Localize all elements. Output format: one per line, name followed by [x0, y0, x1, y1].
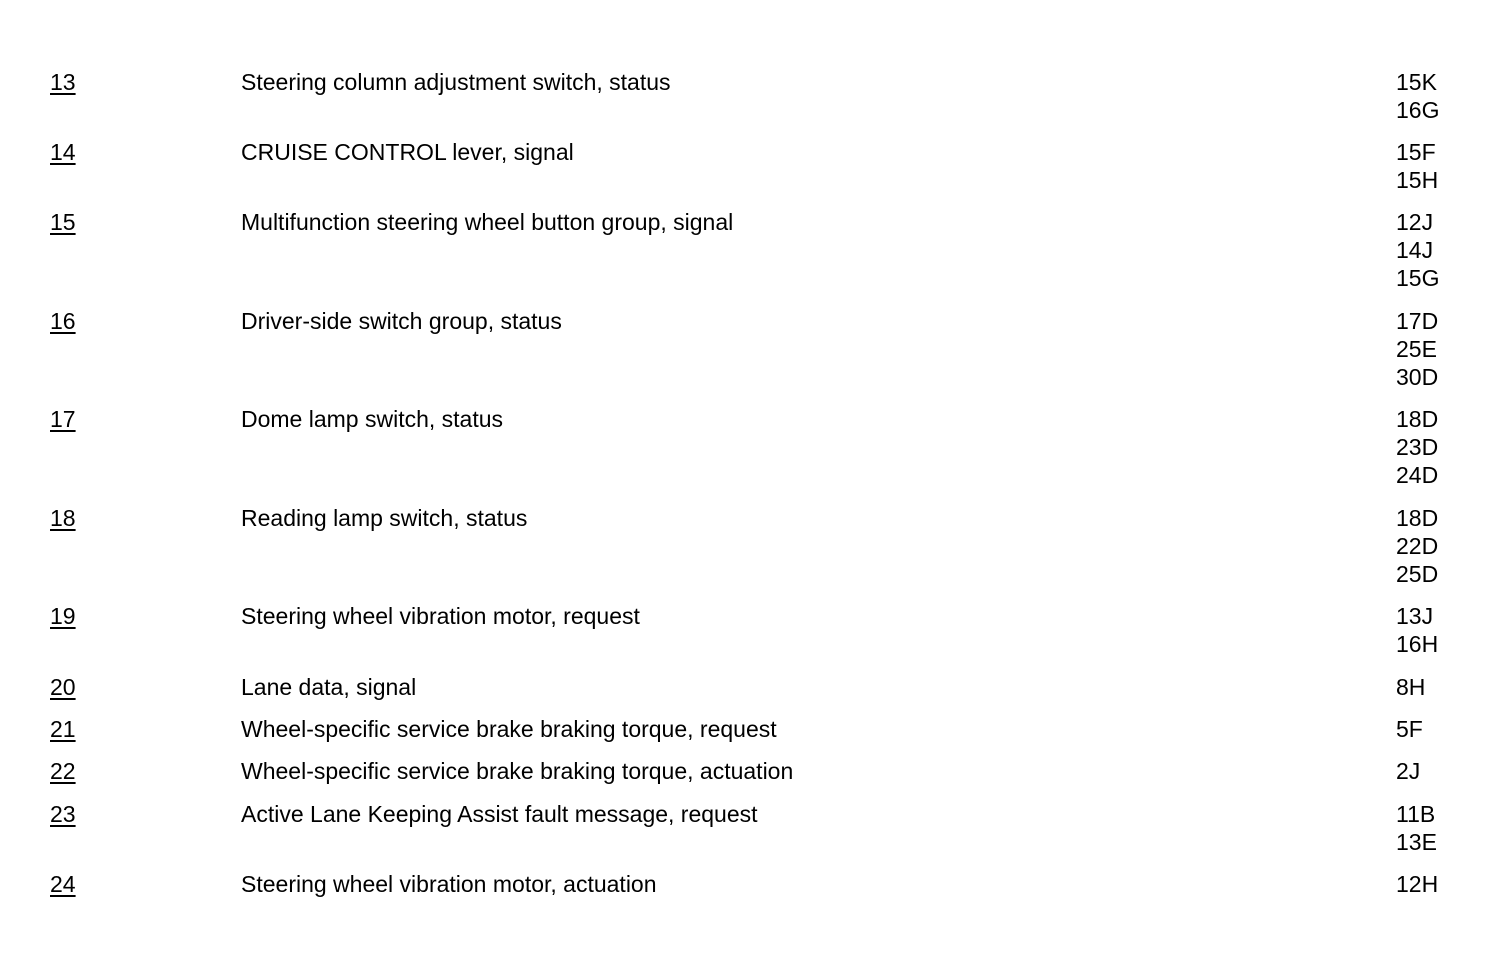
- grid-reference: 15G: [1396, 265, 1440, 291]
- grid-references: [1396, 602, 1438, 658]
- item-number-link[interactable]: 16: [50, 308, 76, 334]
- grid-references: [1396, 800, 1437, 856]
- grid-reference: 22D: [1396, 533, 1439, 559]
- item-number-link[interactable]: 13: [50, 69, 76, 95]
- grid-reference: 18D: [1396, 505, 1439, 531]
- item-description: Steering column adjustment switch, status: [241, 69, 671, 95]
- item-number-link[interactable]: 19: [50, 603, 76, 629]
- grid-references: [1396, 307, 1438, 391]
- item-description: Steering wheel vibration motor, actuation: [241, 871, 657, 897]
- item-number-link[interactable]: 15: [50, 209, 76, 235]
- grid-reference: 14J: [1396, 237, 1434, 263]
- item-number-link[interactable]: 17: [50, 406, 76, 432]
- item-description: Dome lamp switch, status: [241, 406, 504, 432]
- item-number-link[interactable]: 18: [50, 505, 76, 531]
- legend-row: [0, 405, 1504, 504]
- grid-reference: 8H: [1396, 674, 1426, 700]
- legend-row: [0, 870, 1504, 912]
- grid-reference: 13J: [1396, 603, 1434, 629]
- grid-reference: 25D: [1396, 561, 1439, 587]
- item-number-link[interactable]: 21: [50, 716, 76, 742]
- item-description: Multifunction steering wheel button group, signal: [241, 209, 734, 235]
- legend-row: [0, 68, 1504, 138]
- item-description: Active Lane Keeping Assist fault message, request: [241, 801, 758, 827]
- grid-references: [1396, 870, 1438, 898]
- grid-reference: 18D: [1396, 406, 1439, 432]
- legend-row: [0, 800, 1504, 870]
- grid-reference: 11B: [1396, 801, 1436, 827]
- item-number-link[interactable]: 14: [50, 139, 76, 165]
- legend-row: [0, 602, 1504, 673]
- grid-reference: 16G: [1396, 97, 1440, 123]
- legend-row: [0, 673, 1504, 715]
- grid-reference: 16H: [1396, 631, 1439, 657]
- grid-reference: 25E: [1396, 336, 1437, 362]
- grid-reference: 13E: [1396, 829, 1437, 855]
- grid-references: [1396, 673, 1425, 701]
- legend-row: [0, 757, 1504, 800]
- grid-reference: 30D: [1396, 364, 1439, 390]
- item-description: Steering wheel vibration motor, request: [241, 603, 640, 629]
- grid-references: [1396, 138, 1438, 194]
- item-number-link[interactable]: 22: [50, 758, 76, 784]
- item-description: Wheel-specific service brake braking torque, actuation: [241, 758, 794, 784]
- legend-row: [0, 307, 1504, 405]
- grid-references: [1396, 68, 1439, 124]
- item-description: Wheel-specific service brake braking torque, request: [241, 716, 777, 742]
- grid-reference: 2J: [1396, 758, 1421, 784]
- grid-references: [1396, 208, 1439, 292]
- grid-references: [1396, 715, 1423, 743]
- grid-reference: 24D: [1396, 462, 1439, 488]
- item-number-link[interactable]: 23: [50, 801, 76, 827]
- item-description: Reading lamp switch, status: [241, 505, 528, 531]
- item-number-link[interactable]: 20: [50, 674, 76, 700]
- item-number-link[interactable]: 24: [50, 871, 76, 897]
- grid-reference: 17D: [1396, 308, 1439, 334]
- grid-reference: 5F: [1396, 716, 1423, 742]
- grid-reference: 12J: [1396, 209, 1434, 235]
- grid-references: [1396, 405, 1438, 489]
- item-description: Driver-side switch group, status: [241, 308, 562, 334]
- legend-row: [0, 715, 1504, 757]
- grid-reference: 12H: [1396, 871, 1439, 897]
- legend-row: [0, 208, 1504, 307]
- grid-references: [1396, 504, 1438, 588]
- item-description: CRUISE CONTROL lever, signal: [241, 139, 574, 165]
- legend-row: [0, 138, 1504, 208]
- grid-reference: 15K: [1396, 69, 1437, 95]
- grid-reference: 23D: [1396, 434, 1439, 460]
- legend-row: [0, 504, 1504, 602]
- legend-list: [0, 68, 1504, 912]
- grid-reference: 15F: [1396, 139, 1436, 165]
- item-description: Lane data, signal: [241, 674, 417, 700]
- grid-references: [1396, 757, 1420, 785]
- grid-reference: 15H: [1396, 167, 1439, 193]
